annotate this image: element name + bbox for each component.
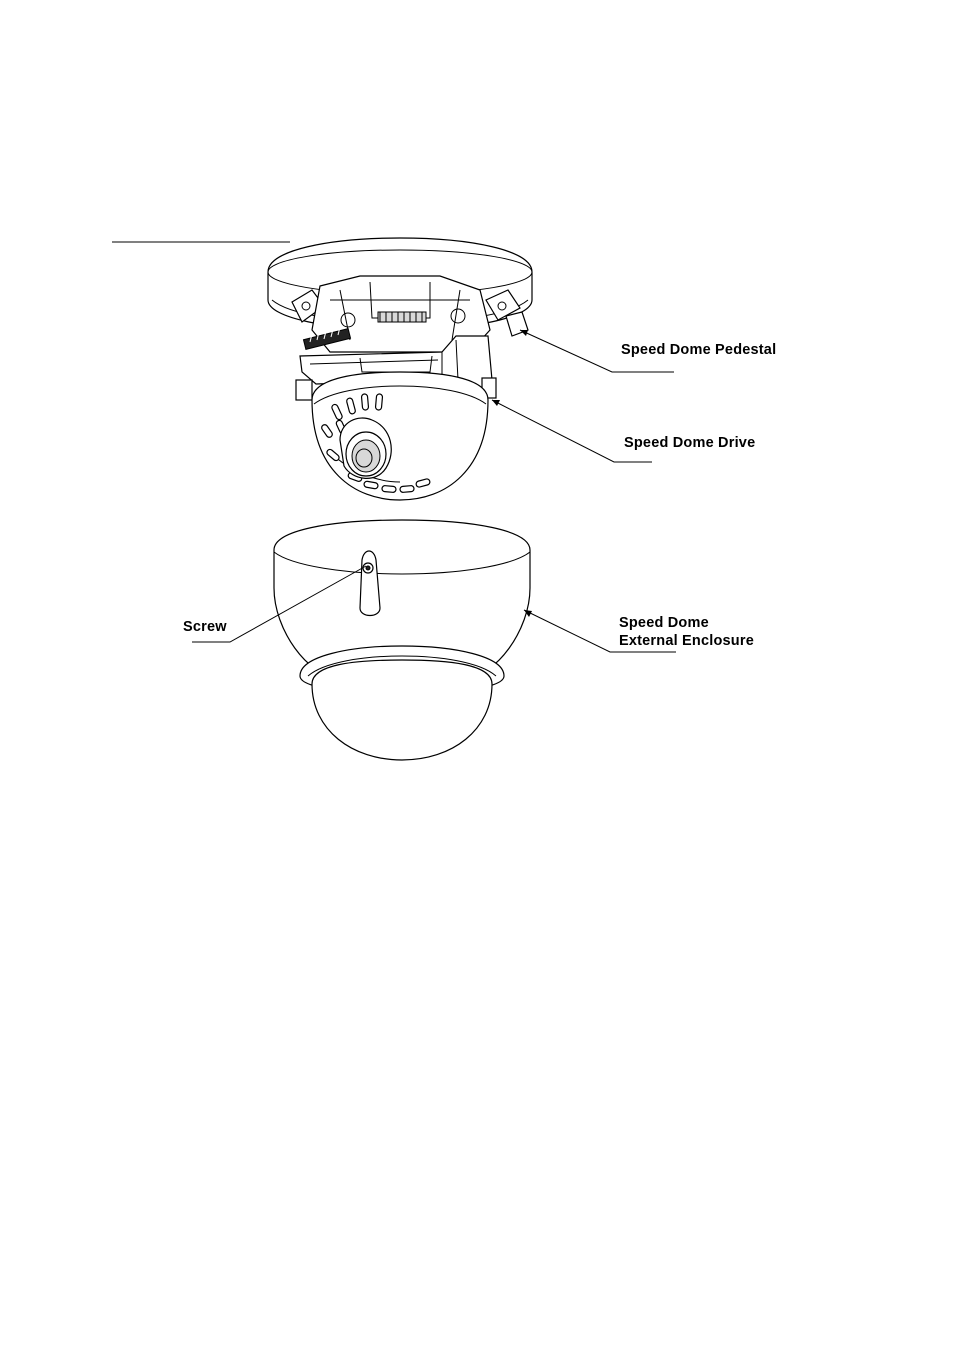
label-speed-dome-pedestal: Speed Dome Pedestal bbox=[621, 342, 777, 358]
speed-dome-pedestal bbox=[112, 238, 532, 352]
speed-dome-external-enclosure bbox=[274, 520, 530, 760]
label-screw: Screw bbox=[183, 619, 227, 635]
label-enclosure-line2: External Enclosure bbox=[619, 633, 754, 649]
speed-dome-drive bbox=[296, 336, 496, 500]
label-speed-dome-drive: Speed Dome Drive bbox=[624, 435, 756, 451]
label-enclosure-line1: Speed Dome bbox=[619, 615, 709, 631]
